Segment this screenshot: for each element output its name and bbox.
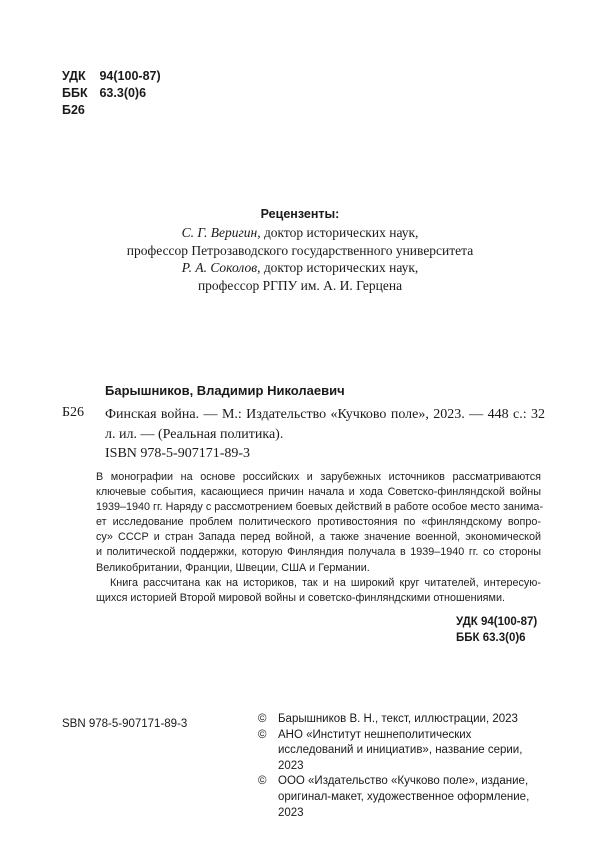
- bottom-classification: [456, 614, 537, 646]
- reviewer-2-position: профессор РГПУ им. А. И. Герцена: [197, 278, 403, 294]
- author-code: Б26: [62, 103, 85, 117]
- reviewer-1-position: профессор Петрозаводского государственного университета: [126, 242, 474, 258]
- udk-value: 94(100-87): [99, 69, 161, 83]
- copyright-entry-continued: [258, 743, 548, 774]
- copyright-symbol: ©: [258, 713, 267, 725]
- copyright-entry: [258, 774, 548, 790]
- copyright-text: исследований и инициатив», название серии, 2023: [278, 744, 523, 772]
- reviewers-block: [0, 206, 600, 295]
- copyright-block: [258, 712, 548, 821]
- annotation: [96, 470, 544, 606]
- udk-label: УДК: [62, 69, 86, 83]
- bottom-bbk: ББК 63.3(0)6: [456, 632, 526, 644]
- reviewer-2-title: , доктор исторических наук,: [257, 260, 419, 276]
- copyright-text: оригинал-макет, художественное оформление, 2023: [278, 790, 530, 819]
- bibliographic-code: Б26: [62, 405, 85, 420]
- copyright-entry: [258, 728, 548, 744]
- annotation-line: су» СССР и стран Запада перед войной, а также значение военной, экономической: [96, 531, 541, 544]
- copyright-text: Барышников В. Н., текст, иллюстрации, 2023: [278, 713, 518, 725]
- bibliographic-description: Финская война. — М.: Издательство «Кучково поле», 2023. — 448 с.: 32 л. ил. — (Реальная политика).: [105, 407, 545, 442]
- udk-row: [62, 68, 161, 85]
- annotation-line: В монографии на основе российских и зарубежных источников рассматриваются: [96, 471, 541, 483]
- annotation-line: Великобритании, Франции, Швеции, США и Германии.: [96, 561, 370, 574]
- reviewer-1: [0, 224, 600, 242]
- reviewers-heading: Рецензенты:: [260, 207, 340, 221]
- annotation-line: щихся историей Второй мировой войны и советско-финляндскими отношениями.: [96, 591, 505, 604]
- annotation-line: ет исследование проблем политического противостояния по «финляндскому вопро-: [96, 516, 541, 529]
- annotation-line: Книга рассчитана как на историков, так и на широкий круг читателей, интересую-: [110, 576, 541, 589]
- isbn: ISBN 978-5-907171-89-3: [105, 446, 251, 461]
- reviewer-1-title: , доктор исторических наук,: [257, 224, 419, 240]
- reviewer-2: [0, 259, 600, 277]
- annotation-line: 1939–1940 гг. Наряду с рассмотрением боевых действий в работе особое место занима-: [96, 501, 544, 514]
- copyright-symbol: ©: [258, 728, 267, 741]
- copyright-text: АНО «Институт нешнеполитических: [278, 728, 472, 741]
- annotation-line: ключевые события, касающиеся причин начала и хода Советско-финляндской войны: [96, 486, 541, 499]
- copyright-symbol: ©: [258, 775, 267, 788]
- copyright-entry: [258, 712, 548, 728]
- bbk-value: 63.3(0)6: [99, 86, 147, 100]
- isbn-footer: SBN 978-5-907171-89-3: [62, 718, 188, 730]
- copyright-text: ООО «Издательство «Кучково поле», издание,: [278, 775, 529, 788]
- bbk-row: [62, 85, 161, 102]
- reviewer-1-name: С. Г. Веригин: [181, 224, 258, 240]
- copyright-entry-continued: [258, 790, 548, 821]
- bbk-label: ББК: [62, 86, 88, 100]
- classification-block: [62, 68, 161, 119]
- bottom-udk: УДК 94(100-87): [456, 616, 538, 628]
- bibliographic-author: Барышников, Владимир Николаевич: [105, 383, 345, 398]
- annotation-line: и политической поддержки, которую Финляндия получала в 1939–1940 гг. со стороны: [96, 546, 541, 559]
- reviewer-2-name: Р. А. Соколов: [181, 260, 258, 276]
